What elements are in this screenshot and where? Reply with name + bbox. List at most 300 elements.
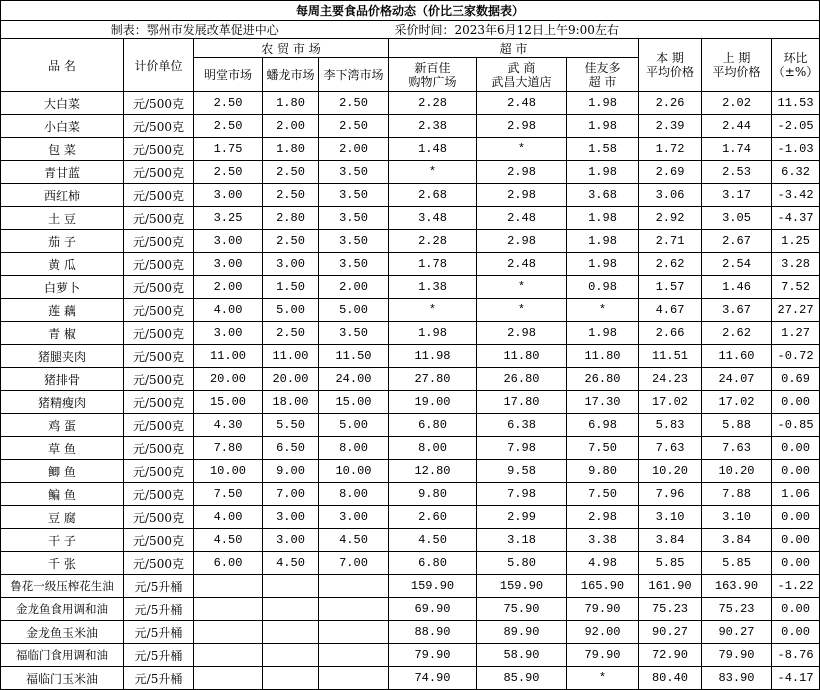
price-cell: 20.00 [194, 368, 263, 391]
item-unit: 元/500克 [124, 506, 194, 529]
price-cell: 1.80 [263, 138, 319, 161]
price-cell: 3.68 [567, 184, 639, 207]
price-cell: 19.00 [389, 391, 477, 414]
price-cell: 3.05 [702, 207, 772, 230]
price-cell: 4.50 [263, 552, 319, 575]
price-cell: 10.20 [702, 460, 772, 483]
price-cell: 11.53 [772, 92, 820, 115]
price-cell: 3.50 [319, 230, 389, 253]
price-cell: 159.90 [477, 575, 567, 598]
price-cell: 1.78 [389, 253, 477, 276]
price-cell: 1.72 [639, 138, 702, 161]
price-cell: 3.50 [319, 322, 389, 345]
price-cell: 7.98 [477, 437, 567, 460]
price-cell: 11.80 [477, 345, 567, 368]
price-cell: 3.00 [263, 253, 319, 276]
price-cell: 2.69 [639, 161, 702, 184]
price-cell: 24.00 [319, 368, 389, 391]
price-cell: * [477, 138, 567, 161]
item-name: 青 椒 [1, 322, 124, 345]
price-cell: 11.00 [194, 345, 263, 368]
price-cell: 2.71 [639, 230, 702, 253]
price-cell: 8.00 [319, 483, 389, 506]
item-unit: 元/5升桶 [124, 598, 194, 621]
price-cell: 6.98 [567, 414, 639, 437]
price-cell: 1.98 [567, 92, 639, 115]
price-cell: 2.53 [702, 161, 772, 184]
table-row [1, 598, 820, 621]
price-cell: 5.50 [263, 414, 319, 437]
price-cell: 2.50 [263, 184, 319, 207]
item-unit: 元/500克 [124, 437, 194, 460]
price-cell: 15.00 [194, 391, 263, 414]
item-unit: 元/500克 [124, 276, 194, 299]
item-name: 土 豆 [1, 207, 124, 230]
price-cell [319, 667, 389, 690]
item-unit: 元/500克 [124, 92, 194, 115]
maker-label: 制表：鄂州市发展改革促进中心 [1, 21, 389, 39]
price-cell: 7.98 [477, 483, 567, 506]
item-unit: 元/500克 [124, 322, 194, 345]
price-cell: * [389, 161, 477, 184]
price-cell [263, 644, 319, 667]
price-cell: 24.23 [639, 368, 702, 391]
item-name: 西红柿 [1, 184, 124, 207]
item-name: 福临门玉米油 [1, 667, 124, 690]
table-row [1, 92, 820, 115]
price-cell [194, 621, 263, 644]
price-cell: 27.80 [389, 368, 477, 391]
price-cell: 3.00 [194, 322, 263, 345]
price-cell: 2.50 [194, 161, 263, 184]
price-cell: 17.80 [477, 391, 567, 414]
price-cell: 79.90 [567, 598, 639, 621]
price-cell: 3.50 [319, 207, 389, 230]
price-cell: 2.48 [477, 207, 567, 230]
price-cell: 0.00 [772, 552, 820, 575]
price-cell: 18.00 [263, 391, 319, 414]
price-cell: 7.00 [263, 483, 319, 506]
price-cell: 163.90 [702, 575, 772, 598]
item-unit: 元/500克 [124, 230, 194, 253]
price-cell: 4.50 [389, 529, 477, 552]
price-cell: 10.20 [639, 460, 702, 483]
item-name: 豆 腐 [1, 506, 124, 529]
price-cell: 7.80 [194, 437, 263, 460]
price-cell: * [389, 299, 477, 322]
price-cell: 17.30 [567, 391, 639, 414]
price-cell: 2.50 [194, 115, 263, 138]
price-cell: 0.00 [772, 437, 820, 460]
price-cell: 26.80 [477, 368, 567, 391]
price-cell: 2.98 [477, 184, 567, 207]
price-cell: 3.25 [194, 207, 263, 230]
item-name: 鲁花一级压榨花生油 [1, 575, 124, 598]
price-cell: 12.80 [389, 460, 477, 483]
price-cell: 2.00 [319, 138, 389, 161]
item-unit: 元/500克 [124, 115, 194, 138]
price-cell: 3.28 [772, 253, 820, 276]
price-cell: 27.27 [772, 299, 820, 322]
table-row [1, 575, 820, 598]
item-name: 猪精瘦肉 [1, 391, 124, 414]
price-cell: 2.50 [194, 92, 263, 115]
item-unit: 元/500克 [124, 460, 194, 483]
price-cell: 2.50 [263, 161, 319, 184]
price-cell: 6.80 [389, 552, 477, 575]
table-row [1, 483, 820, 506]
price-cell [319, 598, 389, 621]
price-cell: * [567, 667, 639, 690]
item-name: 黄 瓜 [1, 253, 124, 276]
price-cell: 75.23 [639, 598, 702, 621]
price-cell: 5.80 [477, 552, 567, 575]
table-row [1, 207, 820, 230]
table-row [1, 115, 820, 138]
price-cell: 2.54 [702, 253, 772, 276]
price-cell: 3.06 [639, 184, 702, 207]
price-cell: 2.26 [639, 92, 702, 115]
table-row [1, 621, 820, 644]
price-cell: 85.90 [477, 667, 567, 690]
price-cell: 2.48 [477, 92, 567, 115]
item-unit: 元/500克 [124, 184, 194, 207]
price-cell [194, 598, 263, 621]
price-cell: 11.98 [389, 345, 477, 368]
item-name: 鳊 鱼 [1, 483, 124, 506]
price-cell: -8.76 [772, 644, 820, 667]
price-cell: 2.68 [389, 184, 477, 207]
price-cell: 72.90 [639, 644, 702, 667]
price-cell: 3.00 [319, 506, 389, 529]
price-cell: 2.50 [319, 115, 389, 138]
price-cell: 17.02 [639, 391, 702, 414]
price-cell: 7.63 [702, 437, 772, 460]
price-cell: 7.63 [639, 437, 702, 460]
price-cell: 15.00 [319, 391, 389, 414]
price-cell: 80.40 [639, 667, 702, 690]
header-farm-market: 农 贸 市 场 [194, 39, 389, 58]
price-cell: 2.44 [702, 115, 772, 138]
price-cell: 0.00 [772, 529, 820, 552]
price-cell: 79.90 [567, 644, 639, 667]
header-prev-avg: 上 期 平均价格 [702, 39, 772, 92]
price-cell: 1.38 [389, 276, 477, 299]
price-cell: 7.00 [319, 552, 389, 575]
price-cell: 161.90 [639, 575, 702, 598]
price-cell: 88.90 [389, 621, 477, 644]
price-cell: 11.80 [567, 345, 639, 368]
table-row [1, 322, 820, 345]
price-cell: 4.98 [567, 552, 639, 575]
price-cell: 11.51 [639, 345, 702, 368]
price-cell: 9.80 [389, 483, 477, 506]
price-cell: 2.50 [263, 322, 319, 345]
price-cell: 1.58 [567, 138, 639, 161]
price-cell: 7.52 [772, 276, 820, 299]
price-cell: 4.00 [194, 299, 263, 322]
price-cell: -3.42 [772, 184, 820, 207]
table-row [1, 667, 820, 690]
price-cell: 2.00 [194, 276, 263, 299]
item-unit: 元/500克 [124, 253, 194, 276]
price-cell: 6.80 [389, 414, 477, 437]
price-cell: 2.50 [319, 92, 389, 115]
price-cell: 6.00 [194, 552, 263, 575]
item-unit: 元/500克 [124, 368, 194, 391]
price-cell: 5.00 [319, 299, 389, 322]
price-cell: 2.67 [702, 230, 772, 253]
price-cell: 11.50 [319, 345, 389, 368]
header-change: 环比 （±%） [772, 39, 820, 92]
item-unit: 元/5升桶 [124, 667, 194, 690]
price-cell: 1.98 [567, 115, 639, 138]
price-cell: 5.88 [702, 414, 772, 437]
price-cell: 3.84 [702, 529, 772, 552]
price-cell: 75.23 [702, 598, 772, 621]
table-row [1, 276, 820, 299]
header-unit: 计价单位 [124, 39, 194, 92]
price-cell: 1.27 [772, 322, 820, 345]
table-title: 每周主要食品价格动态（价比三家数据表） [1, 1, 820, 21]
price-cell: 75.90 [477, 598, 567, 621]
item-name: 金龙鱼食用调和油 [1, 598, 124, 621]
table-row [1, 253, 820, 276]
price-cell: 0.00 [772, 598, 820, 621]
price-cell: 1.98 [567, 161, 639, 184]
price-cell: 10.00 [194, 460, 263, 483]
price-cell: 2.00 [263, 115, 319, 138]
price-cell: 5.00 [319, 414, 389, 437]
price-cell: 20.00 [263, 368, 319, 391]
item-unit: 元/500克 [124, 299, 194, 322]
price-cell: * [567, 299, 639, 322]
price-cell: 3.84 [639, 529, 702, 552]
sample-time: 采价时间：2023年6月12日上午9:00左右 [389, 21, 820, 39]
price-cell: 5.83 [639, 414, 702, 437]
price-cell [263, 667, 319, 690]
item-unit: 元/500克 [124, 207, 194, 230]
price-cell: 1.98 [389, 322, 477, 345]
price-cell: 3.00 [263, 506, 319, 529]
price-cell: 1.46 [702, 276, 772, 299]
price-cell: 2.98 [477, 161, 567, 184]
price-cell: -4.37 [772, 207, 820, 230]
price-cell: 3.00 [194, 253, 263, 276]
table-row [1, 345, 820, 368]
item-name: 小白菜 [1, 115, 124, 138]
price-cell [194, 644, 263, 667]
header-name: 品 名 [1, 39, 124, 92]
price-cell [263, 575, 319, 598]
table-row [1, 138, 820, 161]
price-cell: 7.96 [639, 483, 702, 506]
price-cell: 2.39 [639, 115, 702, 138]
price-cell: 90.27 [639, 621, 702, 644]
price-cell: 3.00 [194, 230, 263, 253]
item-unit: 元/5升桶 [124, 621, 194, 644]
price-cell: 9.58 [477, 460, 567, 483]
price-cell: 3.38 [567, 529, 639, 552]
price-cell: 69.90 [389, 598, 477, 621]
price-cell: -2.05 [772, 115, 820, 138]
price-cell: -1.22 [772, 575, 820, 598]
price-cell: 6.50 [263, 437, 319, 460]
item-unit: 元/500克 [124, 552, 194, 575]
price-cell: 1.80 [263, 92, 319, 115]
item-unit: 元/500克 [124, 161, 194, 184]
price-cell: 2.80 [263, 207, 319, 230]
price-cell: -4.17 [772, 667, 820, 690]
table-row [1, 161, 820, 184]
item-unit: 元/500克 [124, 138, 194, 161]
price-cell: 7.50 [194, 483, 263, 506]
item-unit: 元/500克 [124, 529, 194, 552]
item-name: 猪腿夹肉 [1, 345, 124, 368]
header-super-wushang: 武 商 武昌大道店 [477, 58, 567, 92]
item-unit: 元/500克 [124, 483, 194, 506]
price-cell: 1.98 [567, 230, 639, 253]
price-cell: 1.98 [567, 207, 639, 230]
header-super-xinbaijia: 新百佳 购物广场 [389, 58, 477, 92]
price-cell: 11.00 [263, 345, 319, 368]
price-cell: 4.00 [194, 506, 263, 529]
item-name: 大白菜 [1, 92, 124, 115]
price-cell: -1.03 [772, 138, 820, 161]
price-cell: 2.62 [639, 253, 702, 276]
table-row [1, 529, 820, 552]
item-unit: 元/500克 [124, 345, 194, 368]
price-cell [263, 621, 319, 644]
price-cell: 3.10 [702, 506, 772, 529]
price-cell: 74.90 [389, 667, 477, 690]
price-cell: 5.00 [263, 299, 319, 322]
price-cell: 0.98 [567, 276, 639, 299]
price-cell: 1.48 [389, 138, 477, 161]
table-row [1, 184, 820, 207]
table-row [1, 230, 820, 253]
table-row [1, 644, 820, 667]
price-cell: 165.90 [567, 575, 639, 598]
price-cell: 3.18 [477, 529, 567, 552]
price-cell: 26.80 [567, 368, 639, 391]
price-cell [263, 598, 319, 621]
price-cell: 2.00 [319, 276, 389, 299]
price-cell: 0.69 [772, 368, 820, 391]
price-cell: 0.00 [772, 506, 820, 529]
item-unit: 元/500克 [124, 414, 194, 437]
price-cell: 159.90 [389, 575, 477, 598]
price-cell: 1.50 [263, 276, 319, 299]
price-cell: 2.28 [389, 92, 477, 115]
price-cell: 2.66 [639, 322, 702, 345]
price-cell: 2.62 [702, 322, 772, 345]
price-cell: 2.60 [389, 506, 477, 529]
price-cell: 2.98 [477, 230, 567, 253]
header-market-mingtang: 明堂市场 [194, 58, 263, 92]
price-cell: 4.67 [639, 299, 702, 322]
table-row [1, 414, 820, 437]
item-name: 千 张 [1, 552, 124, 575]
price-cell [319, 644, 389, 667]
price-cell: 2.98 [477, 115, 567, 138]
price-cell: 7.50 [567, 483, 639, 506]
price-cell: 2.92 [639, 207, 702, 230]
price-cell: 83.90 [702, 667, 772, 690]
price-cell: 24.07 [702, 368, 772, 391]
price-cell: 5.85 [639, 552, 702, 575]
price-cell [194, 667, 263, 690]
price-cell: 4.50 [194, 529, 263, 552]
item-name: 莲 藕 [1, 299, 124, 322]
price-cell: 2.38 [389, 115, 477, 138]
price-cell: 0.00 [772, 460, 820, 483]
header-super-jiayouduo: 佳友多 超 市 [567, 58, 639, 92]
price-cell: 3.00 [194, 184, 263, 207]
price-cell: 90.27 [702, 621, 772, 644]
price-cell [194, 575, 263, 598]
item-name: 猪排骨 [1, 368, 124, 391]
price-cell: 2.98 [477, 322, 567, 345]
price-cell: 79.90 [702, 644, 772, 667]
price-cell: 1.98 [567, 322, 639, 345]
price-cell: 89.90 [477, 621, 567, 644]
price-cell [319, 621, 389, 644]
price-cell: 3.00 [263, 529, 319, 552]
price-cell: 2.98 [567, 506, 639, 529]
item-name: 青甘蓝 [1, 161, 124, 184]
price-cell: 92.00 [567, 621, 639, 644]
table-row [1, 552, 820, 575]
price-cell: 3.10 [639, 506, 702, 529]
item-unit: 元/5升桶 [124, 644, 194, 667]
price-cell: 3.67 [702, 299, 772, 322]
price-cell: 2.02 [702, 92, 772, 115]
item-name: 干 子 [1, 529, 124, 552]
price-cell: 3.48 [389, 207, 477, 230]
price-cell: -0.85 [772, 414, 820, 437]
price-cell: 1.98 [567, 253, 639, 276]
table-row [1, 506, 820, 529]
price-cell: 1.06 [772, 483, 820, 506]
price-cell: 7.50 [567, 437, 639, 460]
price-cell: 4.50 [319, 529, 389, 552]
price-cell: 0.00 [772, 621, 820, 644]
price-cell: 1.75 [194, 138, 263, 161]
price-cell: 8.00 [389, 437, 477, 460]
price-cell: 2.99 [477, 506, 567, 529]
item-name: 白萝卜 [1, 276, 124, 299]
table-row [1, 391, 820, 414]
price-cell: 1.74 [702, 138, 772, 161]
price-cell: 2.48 [477, 253, 567, 276]
price-cell: * [477, 299, 567, 322]
price-cell: * [477, 276, 567, 299]
header-current-avg: 本 期 平均价格 [639, 39, 702, 92]
table-row [1, 437, 820, 460]
price-cell: 8.00 [319, 437, 389, 460]
price-cell: 0.00 [772, 391, 820, 414]
price-cell: 2.28 [389, 230, 477, 253]
price-cell: 17.02 [702, 391, 772, 414]
price-cell: 10.00 [319, 460, 389, 483]
price-cell: 9.00 [263, 460, 319, 483]
price-cell: 3.17 [702, 184, 772, 207]
price-cell: 3.50 [319, 184, 389, 207]
price-cell: 1.25 [772, 230, 820, 253]
price-cell: 4.30 [194, 414, 263, 437]
price-cell: 7.88 [702, 483, 772, 506]
